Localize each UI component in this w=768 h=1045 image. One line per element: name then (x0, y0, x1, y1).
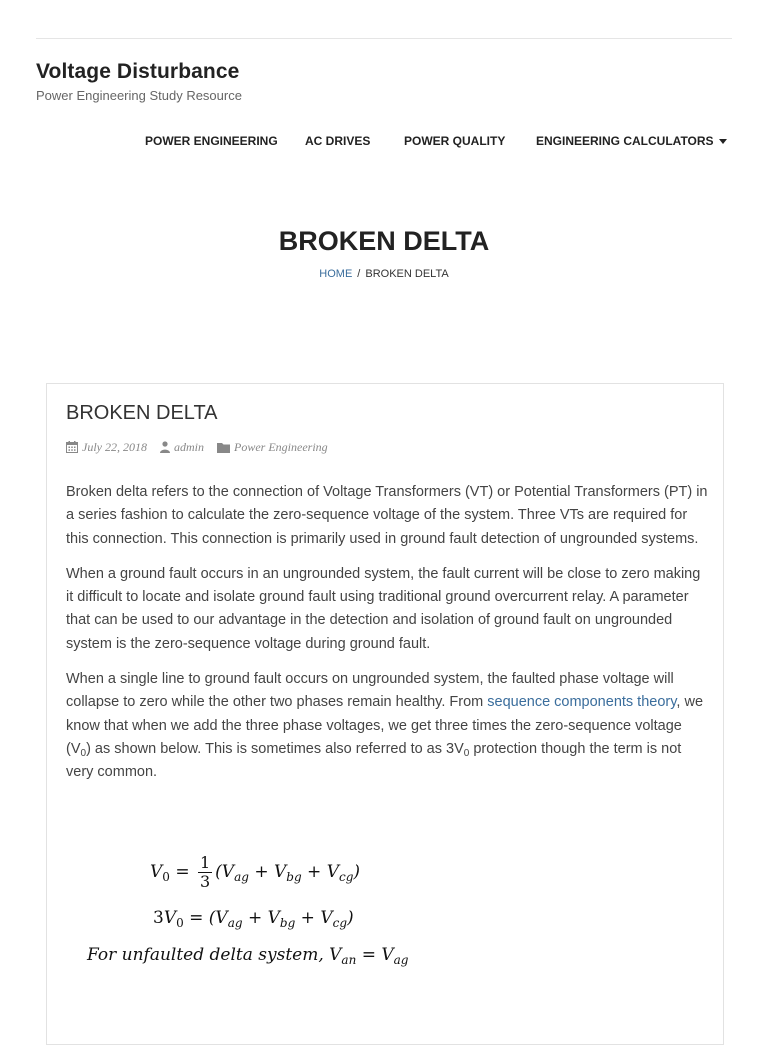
equation-unfaulted: For unfaulted delta system, $V_{an} = V_{ag}$ (87, 945, 409, 967)
post-author-text: admin (174, 440, 204, 454)
equation-block (47, 854, 723, 984)
nav-item-engineering-calculators[interactable] (536, 134, 727, 148)
post-meta (66, 440, 338, 455)
site-tagline: Power Engineering Study Resource (36, 88, 242, 103)
post-author[interactable] (160, 440, 204, 455)
nav-item-power-quality[interactable] (404, 134, 505, 148)
paragraph-ground-fault: When a ground fault occurs in an ungrounded system, the fault current will be close to zero making it difficult to locate and isolate ground fault using traditional ground overcurrent relay. A parameter that can be used to our advantage in the detection and isolation of ground fault on ungrounded system is the zero-sequence voltage during ground fault. (66, 565, 701, 652)
breadcrumb-separator: / (357, 268, 361, 280)
user-icon (160, 441, 170, 453)
nav-item-label: POWER QUALITY (404, 134, 506, 148)
breadcrumb (0, 268, 768, 280)
breadcrumb-home-link[interactable]: HOME (319, 268, 353, 280)
main-navigation (0, 134, 768, 154)
nav-item-label: ENGINEERING CALCULATORS (536, 134, 714, 148)
post-category-text: Power Engineering (234, 440, 328, 454)
post-title: BROKEN DELTA (66, 402, 218, 424)
calendar-icon (66, 441, 78, 453)
sequence-components-link[interactable]: sequence components theory (487, 694, 677, 711)
equation-zero-sequence: $V_0$ = $\frac{1}{3}$ $(V_{ag} + V_{bg} + V_{cg})$ (150, 853, 361, 891)
page-title: BROKEN DELTA (278, 226, 490, 256)
paragraph-sequence: When a single line to ground fault occurs on ungrounded system, the faulted phase voltage will collapse to zero while the other two phases remain healthy. From sequence components theory, we know that when we add the three phase voltages, we get three times the zero-sequence voltage $(V_0)$ as shown below. This is sometimes also referred to as $3V_0$ protection though the term is not very common. (66, 671, 704, 781)
nav-item-power-engineering[interactable] (145, 134, 278, 148)
caret-down-icon (719, 139, 727, 144)
breadcrumb-current: BROKEN DELTA (365, 268, 449, 280)
site-title[interactable]: Voltage Disturbance (36, 60, 240, 83)
post-card (46, 383, 724, 1045)
nav-item-ac-drives[interactable] (305, 134, 370, 148)
header-divider (36, 38, 732, 39)
fraction-one-third: $\frac{1}{3}$ (199, 853, 211, 891)
folder-icon (217, 442, 230, 453)
equation-three-v0: $3V_0 = (V_{ag} + V_{bg} + V_{cg})$ (153, 908, 354, 930)
post-content (66, 481, 708, 797)
post-date[interactable] (66, 440, 147, 455)
post-category[interactable] (217, 440, 328, 455)
nav-item-label: AC DRIVES (305, 134, 371, 148)
post-date-text: July 22, 2018 (82, 440, 147, 454)
site-branding (36, 60, 242, 103)
nav-item-label: POWER ENGINEERING (145, 134, 278, 148)
paragraph-intro: Broken delta refers to the connection of Voltage Transformers (VT) or Potential Transformers (PT) in a series fashion to calculate the zero-sequence voltage of the system. Three VTs are required for this connection. This connection is primarily used in ground fault detection of ungrounded systems. (66, 484, 708, 547)
